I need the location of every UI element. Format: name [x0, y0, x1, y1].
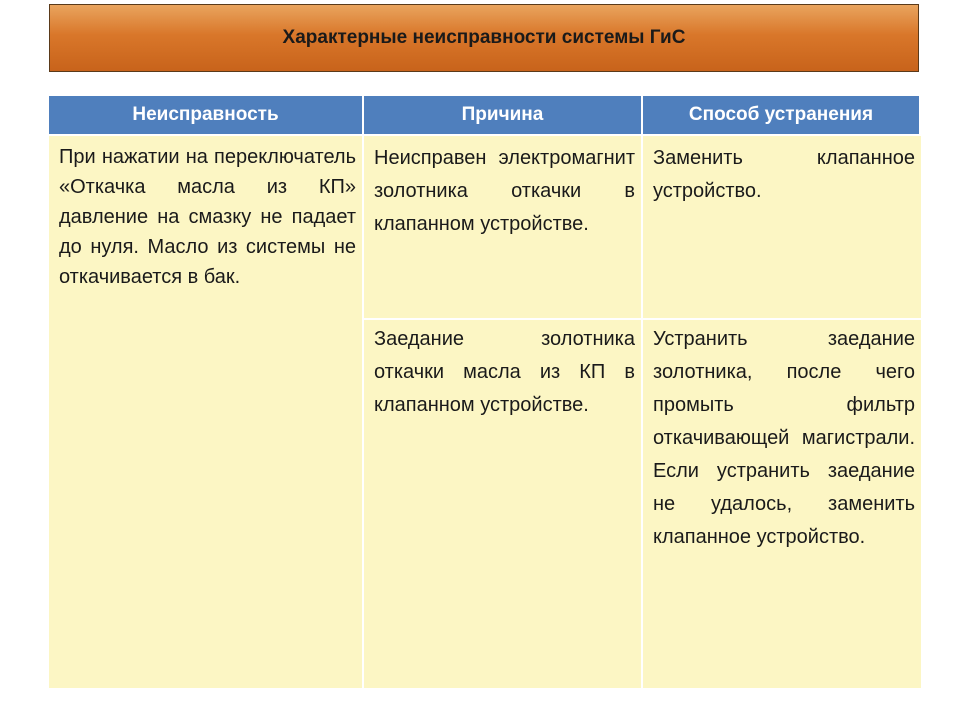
- header-cause: Причина: [364, 96, 643, 136]
- cause-cell-2: Заедание золотника откачки масла из КП в клапанном устройстве.: [364, 320, 643, 690]
- remedy-cell-1: Заменить клапанное устройство.: [643, 136, 921, 320]
- fault-cell: При нажатии на переключатель «Откачка масла из КП» давление на смазку не падает до нуля. Масло из системы не откачивается в бак.: [49, 136, 364, 690]
- cause-cell-1: Неисправен электромагнит золотника откачки в клапанном устройстве.: [364, 136, 643, 320]
- header-remedy: Способ устранения: [643, 96, 921, 136]
- title-banner: [49, 4, 919, 72]
- header-fault: Неисправность: [49, 96, 364, 136]
- slide-title: Характерные неисправности системы ГиС: [282, 27, 686, 48]
- remedy-cell-2: Устранить заедание золотника, после чего промыть фильтр откачивающей магистрали. Если устранить заедание не удалось, заменить клапанное устройство.: [643, 320, 921, 690]
- faults-table: [49, 96, 921, 690]
